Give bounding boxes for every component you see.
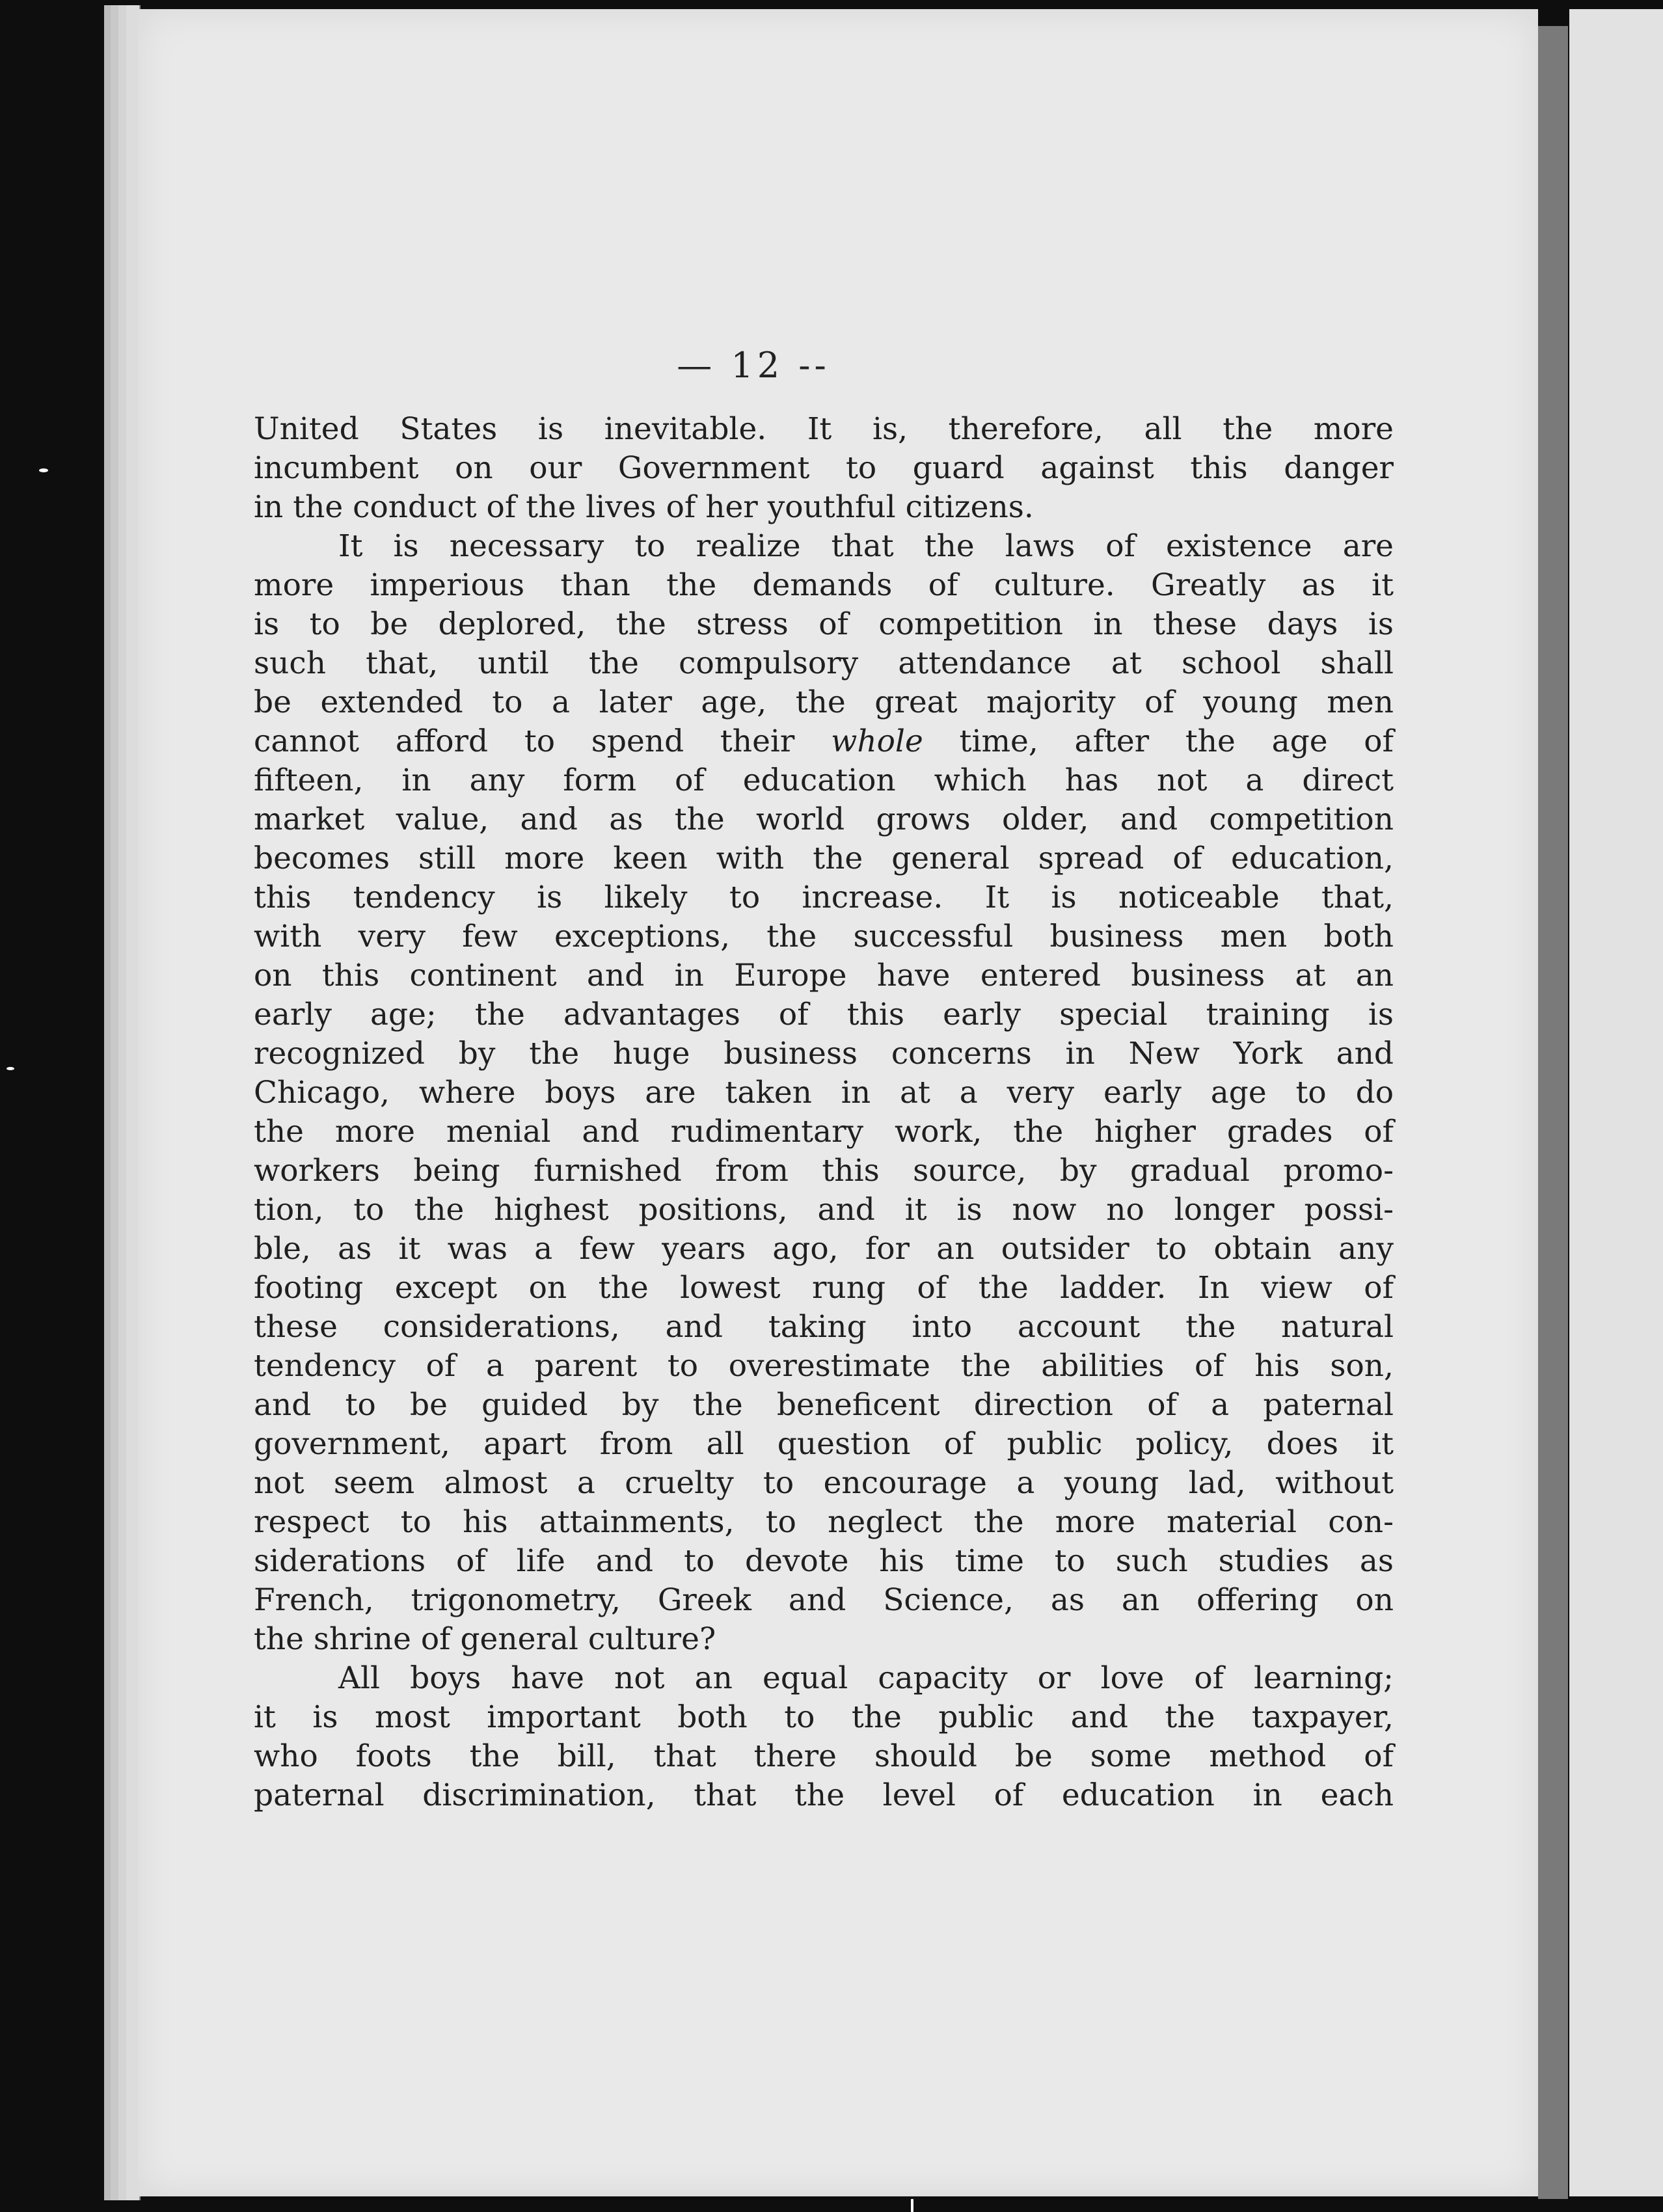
- text-line: the more menial and rudimentary work, the higher grades of: [254, 1114, 1394, 1150]
- book-gutter: [1538, 26, 1568, 2199]
- text-line: becomes still more keen with the general spread of education,: [254, 841, 1394, 876]
- text-line: respect to his attainments, to neglect the more material con-: [254, 1504, 1394, 1540]
- text-line: on this continent and in Europe have entered business at an: [254, 958, 1394, 993]
- italic-word: whole: [831, 723, 923, 759]
- text-line: more imperious than the demands of culture. Greatly as it: [254, 567, 1394, 603]
- text-line: All boys have not an equal capacity or love of learning;: [338, 1660, 1394, 1696]
- facing-page-edge: [1569, 9, 1663, 2196]
- text-line: these considerations, and taking into account the natural: [254, 1309, 1394, 1345]
- text-line: early age; the advantages of this early special training is: [254, 997, 1394, 1032]
- text-line: market value, and as the world grows older, and competition: [254, 802, 1394, 837]
- text-line: paternal discrimination, that the level of education in each: [254, 1777, 1394, 1813]
- text-line: with very few exceptions, the successful business men both: [254, 919, 1394, 954]
- text-line: this tendency is likely to increase. It is noticeable that,: [254, 880, 1394, 915]
- text-line: be extended to a later age, the great majority of young men: [254, 684, 1394, 720]
- text-line: and to be guided by the beneficent direction of a paternal: [254, 1387, 1394, 1423]
- page-number-text: — 12 --: [677, 345, 830, 386]
- text-line: incumbent on our Government to guard against this danger: [254, 450, 1394, 486]
- text-segment: time, after the age of: [923, 723, 1394, 759]
- text-line: tion, to the highest positions, and it is now no longer possi-: [254, 1192, 1394, 1228]
- text-line: tendency of a parent to overestimate the abilities of his son,: [254, 1348, 1394, 1384]
- text-line: French, trigonometry, Greek and Science, as an offering on: [254, 1582, 1394, 1618]
- text-line-with-italic: [254, 722, 1394, 761]
- scan-speck: [911, 2199, 913, 2212]
- body-text: [254, 410, 1394, 1815]
- text-segment: cannot afford to spend their: [254, 723, 832, 759]
- scan-speck: [39, 468, 48, 472]
- text-line: recognized by the huge business concerns in New York and: [254, 1036, 1394, 1072]
- text-line: Chicago, where boys are taken in at a very early age to do: [254, 1075, 1394, 1111]
- page-number: [138, 345, 1538, 386]
- text-line: the shrine of general culture?: [254, 1621, 716, 1657]
- scan-speck: [7, 1067, 14, 1070]
- text-line: government, apart from all question of public policy, does it: [254, 1426, 1394, 1462]
- text-line: footing except on the lowest rung of the ladder. In view of: [254, 1270, 1394, 1306]
- text-line: workers being furnished from this source, by gradual promo-: [254, 1153, 1394, 1189]
- text-line: who foots the bill, that there should be some method of: [254, 1738, 1394, 1774]
- text-line: siderations of life and to devote his time to such studies as: [254, 1543, 1394, 1579]
- text-line: is to be deplored, the stress of competition in these days is: [254, 606, 1394, 642]
- text-line: ble, as it was a few years ago, for an outsider to obtain any: [254, 1231, 1394, 1267]
- text-line: It is necessary to realize that the laws of existence are: [338, 528, 1394, 564]
- text-line: such that, until the compulsory attendance at school shall: [254, 645, 1394, 681]
- text-line: not seem almost a cruelty to encourage a young lad, without: [254, 1465, 1394, 1501]
- text-line: United States is inevitable. It is, therefore, all the more: [254, 411, 1394, 447]
- text-line: in the conduct of the lives of her youthful citizens.: [254, 489, 1034, 525]
- text-line: fifteen, in any form of education which has not a direct: [254, 762, 1394, 798]
- text-line: it is most important both to the public and the taxpayer,: [254, 1699, 1394, 1735]
